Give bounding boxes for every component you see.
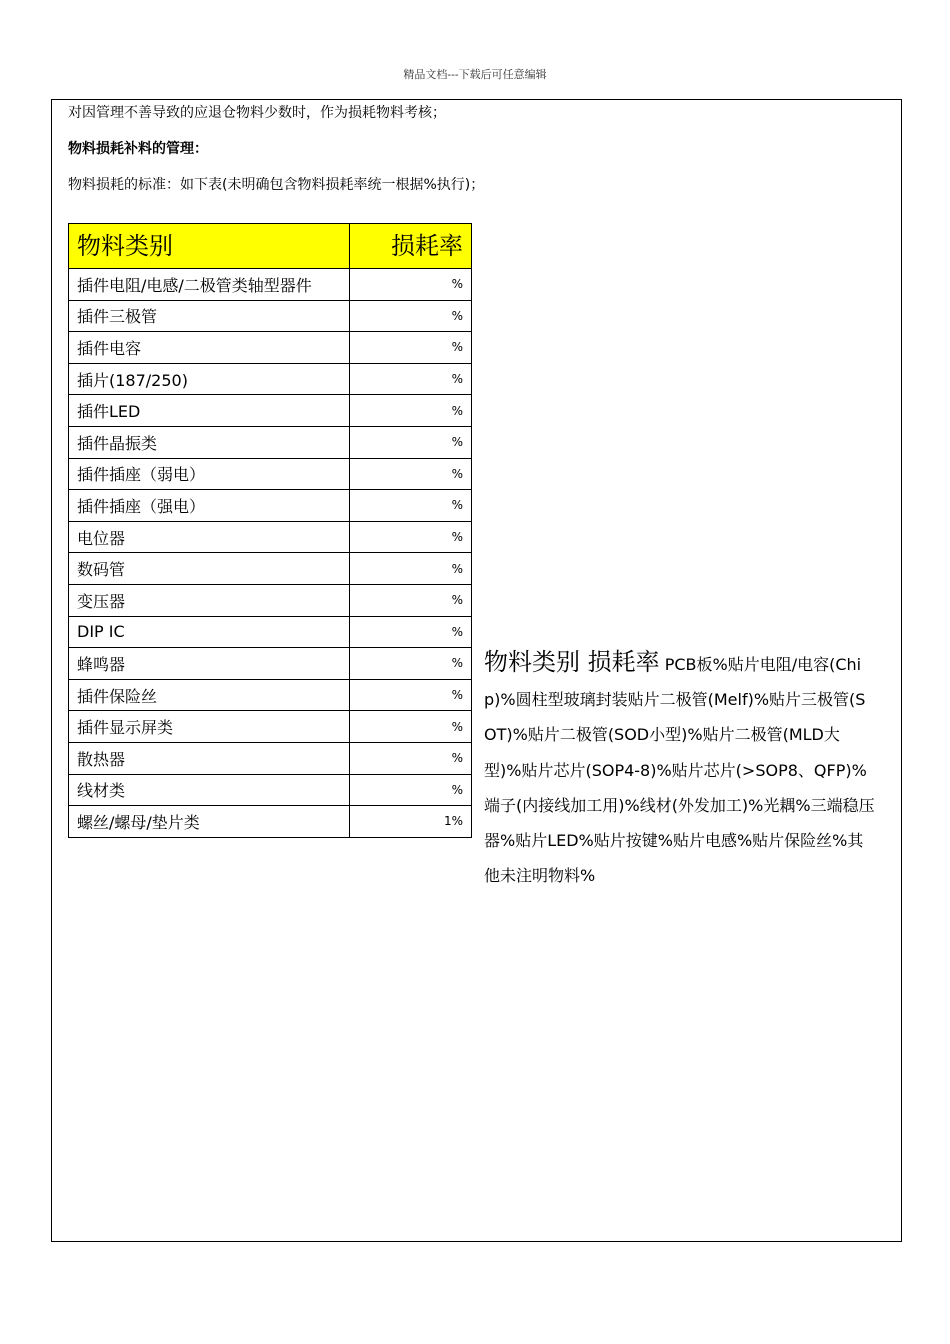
row-category: 螺丝/螺母/垫片类 xyxy=(69,806,350,838)
row-rate: % xyxy=(350,521,472,553)
row-category: 电位器 xyxy=(69,521,350,553)
row-rate: % xyxy=(350,458,472,490)
side-heading: 物料类别 损耗率 xyxy=(484,648,660,676)
table-row xyxy=(69,711,472,743)
table-row xyxy=(69,584,472,616)
row-category: 线材类 xyxy=(69,774,350,806)
row-category: 变压器 xyxy=(69,584,350,616)
row-rate: % xyxy=(350,363,472,395)
row-rate: 1% xyxy=(350,806,472,838)
row-rate: % xyxy=(350,490,472,522)
row-rate: % xyxy=(350,300,472,332)
table-row xyxy=(69,426,472,458)
table-row xyxy=(69,458,472,490)
row-category: 插件插座（弱电） xyxy=(69,458,350,490)
row-category: 插件三极管 xyxy=(69,300,350,332)
section-heading: 物料损耗补料的管理： xyxy=(68,141,208,157)
intro-line-1: 对因管理不善导致的应退仓物料少数时，作为损耗物料考核； xyxy=(68,105,446,121)
row-rate: % xyxy=(350,332,472,364)
row-category: 插片(187/250) xyxy=(69,363,350,395)
loss-rate-table xyxy=(68,223,472,838)
row-rate: % xyxy=(350,711,472,743)
row-rate: % xyxy=(350,742,472,774)
row-rate: % xyxy=(350,553,472,585)
table-row xyxy=(69,774,472,806)
table-row xyxy=(69,490,472,522)
table-row xyxy=(69,395,472,427)
row-category: 蜂鸣器 xyxy=(69,648,350,680)
table-row xyxy=(69,742,472,774)
page-header: 精品文档---下载后可任意编辑 xyxy=(403,68,547,81)
row-rate: % xyxy=(350,269,472,301)
table-row xyxy=(69,363,472,395)
table-row xyxy=(69,269,472,301)
row-rate: % xyxy=(350,774,472,806)
table-row xyxy=(69,679,472,711)
side-body: PCB板%贴片电阻/电容(Chip)%圆柱型玻璃封装贴片二极管(Melf)%贴片三极管(SOT)%贴片二极管(SOD小型)%贴片二极管(MLD大型)%贴片芯片(SOP4-8)%贴片芯片(>SOP8、QFP)%端子(内接线加工用)%线材(外发加工)%光耦%三端稳压器%贴片LED%贴片按键%贴片电感%贴片保险丝%其他未注明物料% xyxy=(484,655,875,886)
table-row xyxy=(69,521,472,553)
row-rate: % xyxy=(350,395,472,427)
standard-line: 物料损耗的标准：如下表(未明确包含物料损耗率统一根据%执行)； xyxy=(68,177,485,193)
table-row xyxy=(69,300,472,332)
header-category: 物料类别 xyxy=(69,224,350,269)
row-category: 散热器 xyxy=(69,742,350,774)
row-category: 插件保险丝 xyxy=(69,679,350,711)
row-rate: % xyxy=(350,679,472,711)
table-row xyxy=(69,553,472,585)
table-row xyxy=(69,616,472,648)
row-category: 插件电容 xyxy=(69,332,350,364)
row-category: 数码管 xyxy=(69,553,350,585)
table-row xyxy=(69,648,472,680)
table-header-row xyxy=(69,224,472,269)
row-rate: % xyxy=(350,426,472,458)
side-text-block xyxy=(484,645,876,893)
row-category: 插件LED xyxy=(69,395,350,427)
row-category: 插件显示屏类 xyxy=(69,711,350,743)
row-rate: % xyxy=(350,648,472,680)
row-category: 插件电阻/电感/二极管类轴型器件 xyxy=(69,269,350,301)
table-row xyxy=(69,806,472,838)
row-category: DIP IC xyxy=(69,616,350,648)
table-row xyxy=(69,332,472,364)
row-category: 插件晶振类 xyxy=(69,426,350,458)
row-rate: % xyxy=(350,584,472,616)
row-rate: % xyxy=(350,616,472,648)
header-rate: 损耗率 xyxy=(350,224,472,269)
row-category: 插件插座（强电） xyxy=(69,490,350,522)
